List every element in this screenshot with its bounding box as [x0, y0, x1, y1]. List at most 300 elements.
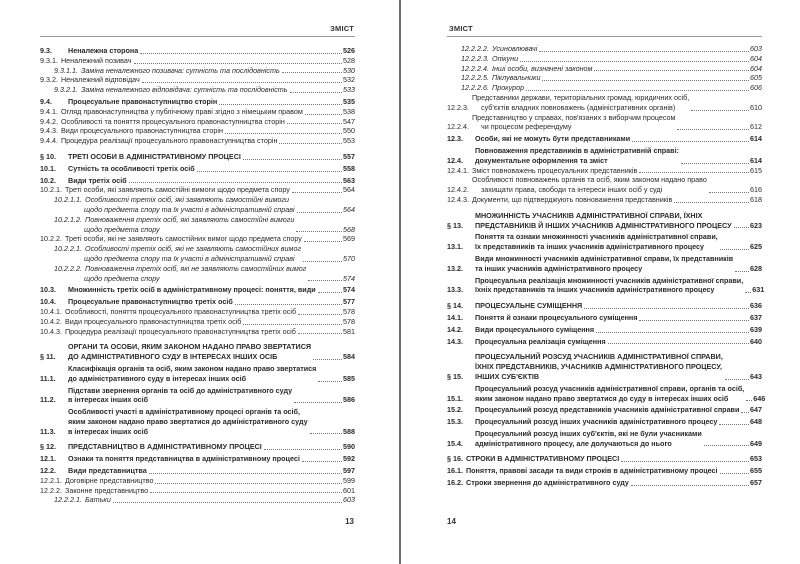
toc-entry[interactable]: [447, 232, 762, 252]
toc-list-left: [40, 44, 355, 505]
toc-entry-number: § 16.: [447, 454, 463, 464]
toc-entry[interactable]: [40, 307, 355, 317]
toc-entry-title: Документи, що підтверджують повноваження представників: [471, 194, 673, 204]
toc-entry[interactable]: [40, 46, 355, 56]
toc-entry-number: 10.2.1.: [40, 185, 62, 195]
toc-entry-title: чи процесом референдуму: [480, 122, 572, 132]
toc-entry-number: 9.3.: [40, 46, 52, 55]
toc-entry[interactable]: [40, 75, 355, 85]
toc-entry-number: 9.3.2.1.: [54, 85, 78, 95]
toc-entry-title: Поняття та ознаки множинності учасників адміністративної справи,: [475, 232, 718, 242]
toc-entry-number: 16.1.: [447, 466, 463, 476]
toc-entry[interactable]: [447, 44, 762, 54]
dot-leader: [745, 292, 751, 293]
toc-entry-number: 15.2.: [447, 405, 463, 415]
toc-entry[interactable]: [447, 429, 762, 449]
toc-entry[interactable]: [447, 254, 762, 274]
toc-entry-title: Огляд правонаступництва у публічному праві згідно з німецьким правом: [60, 106, 303, 116]
toc-entry[interactable]: [40, 215, 355, 235]
toc-entry-page: 550: [343, 126, 355, 136]
toc-entry-title: щодо предмета спору: [84, 273, 160, 283]
dot-leader: [282, 72, 342, 73]
toc-entry-title: документальне оформлення та зміст: [475, 155, 608, 165]
toc-entry-page: 637: [750, 312, 762, 322]
toc-entry-title: 10.2.1.1. Особливості третіх осіб, які заявляють самостійні вимоги: [54, 195, 290, 205]
dot-leader: [150, 492, 342, 493]
toc-entry[interactable]: [40, 117, 355, 127]
toc-entry-number: 12.2.2.4.: [461, 63, 489, 73]
toc-entry[interactable]: [40, 342, 355, 362]
toc-entry-title: адміністративного процесу, але долучаються до нього: [475, 438, 672, 448]
toc-entry-number: 12.4.2.: [447, 185, 469, 195]
dot-leader: [631, 485, 749, 486]
toc-entry-title: Види процесуального суміщення: [475, 324, 595, 334]
toc-entry-title: яким законом надано право звертатися до суду в інтересах інших осіб: [475, 393, 729, 403]
toc-entry-page: 558: [343, 163, 355, 173]
toc-entry[interactable]: [447, 454, 762, 464]
toc-entry-page: 528: [343, 55, 355, 65]
toc-entry-page: 614: [750, 134, 762, 144]
toc-entry-number: 10.2.1.2.: [54, 214, 82, 224]
toc-entry-title: Процесуальне правонаступництво третіх осіб: [68, 297, 233, 307]
toc-entry-title: ТРЕТІ ОСОБИ В АДМІНІСТРАТИВНОМУ ПРОЦЕСІ: [68, 151, 241, 161]
toc-entry-title: Класифікація органів та осіб, яким законом надано право звертатися: [68, 363, 317, 373]
toc-entry[interactable]: [447, 325, 762, 335]
toc-entry[interactable]: [40, 85, 355, 95]
toc-entry-title: 12.2.2.1. Батьки: [54, 495, 111, 505]
toc-entry[interactable]: [447, 478, 762, 488]
toc-entry-title: Процесуальний розсуд інших суб'єктів, які не були учасниками: [475, 428, 702, 438]
toc-entry[interactable]: [447, 93, 762, 113]
toc-entry-page: 535: [343, 96, 355, 106]
toc-entry[interactable]: [40, 164, 355, 174]
toc-entry[interactable]: [40, 386, 355, 406]
toc-entry-title: ЇХНІХ ПРЕДСТАВНИКІВ, УЧАСНИКІВ АДМІНІСТРАТИВНОГО ПРОЦЕСУ,: [475, 362, 723, 372]
toc-entry-number: 10.2.2.1.: [54, 244, 82, 254]
page-number-left: 13: [345, 517, 354, 526]
toc-entry-number: 10.1.: [40, 163, 56, 173]
toc-entry-number: 12.2.2.1.: [54, 495, 82, 505]
toc-entry[interactable]: [40, 285, 355, 295]
toc-entry-title: Множинність третіх осіб в адміністративному процесі: поняття, види: [68, 285, 316, 295]
toc-entry[interactable]: [40, 97, 355, 107]
toc-entry-number: 9.3.1.: [40, 55, 58, 65]
dot-leader: [142, 82, 342, 83]
toc-entry-page: 584: [343, 352, 355, 362]
toc-entry[interactable]: [447, 134, 762, 144]
toc-entry[interactable]: [40, 152, 355, 162]
toc-entry-title: Процесуальна реалізація множинності учасників адміністративної справи,: [475, 275, 744, 285]
toc-entry-page: 605: [750, 73, 762, 83]
toc-entry-page: 533: [343, 85, 355, 95]
toc-entry-number: 10.4.3.: [40, 326, 62, 336]
toc-entry-title: до адміністративного суду в інтересах інших осіб: [68, 373, 247, 383]
toc-entry-title: Неналежний відповідач: [60, 75, 140, 85]
toc-entry-number: 12.4.: [447, 155, 463, 165]
toc-entry-number: 12.2.2.6.: [461, 83, 489, 93]
dot-leader: [621, 461, 749, 462]
toc-entry-page: 581: [343, 326, 355, 336]
toc-entry-page: 631: [752, 285, 765, 295]
toc-entry-number: 14.2.: [447, 324, 463, 334]
toc-entry-page: 649: [750, 438, 762, 448]
dot-leader: [313, 359, 342, 360]
toc-entry-number: 10.2.2.: [40, 234, 62, 244]
toc-entry-number: § 11.: [40, 352, 56, 362]
toc-entry-number: 11.1.: [40, 373, 56, 383]
dot-leader: [639, 320, 749, 321]
toc-entry-title: Сутність та особливості третіх осіб: [68, 163, 195, 173]
toc-entry-title: Процесуальний розсуд учасників адміністративної справи, органів та осіб,: [475, 383, 745, 393]
dot-leader: [149, 473, 342, 474]
toc-entry[interactable]: [40, 327, 355, 337]
toc-entry[interactable]: [447, 383, 766, 404]
toc-entry[interactable]: [40, 185, 355, 195]
toc-entry-title: їх представників та інших учасників адміністративного процесу: [475, 242, 705, 252]
toc-entry-page: 564: [343, 185, 355, 195]
running-header-right: ЗМІСТ: [449, 24, 473, 33]
dot-leader: [296, 231, 342, 232]
toc-entry-number: 15.3.: [447, 417, 463, 427]
toc-entry-page: 606: [750, 83, 762, 93]
dot-leader: [539, 51, 749, 52]
toc-entry-title: 10.2.2.2. Повноваження третіх осіб, які не заявляють самостійних вимог: [54, 263, 307, 273]
toc-entry-title: 10.2.1.2. Повноваження третіх осіб, які заявляють самостійні вимоги: [54, 214, 295, 224]
toc-entry-title: щодо предмета спору та їх участі в адміністративній справі: [84, 204, 295, 214]
toc-entry-page: 564: [343, 204, 355, 214]
toc-entry-number: 12.2.: [40, 466, 56, 476]
dot-leader: [318, 381, 342, 382]
toc-entry[interactable]: [447, 175, 762, 195]
toc-entry-page: 553: [343, 136, 355, 146]
toc-entry-title: яким законом надано право звертатися до адміністративного суду: [68, 416, 308, 426]
toc-entry-page: 578: [343, 316, 355, 326]
toc-entry[interactable]: [40, 454, 355, 464]
dot-leader: [129, 182, 342, 183]
toc-entry-page: 532: [343, 75, 355, 85]
toc-entry[interactable]: [447, 275, 765, 296]
dot-leader: [140, 53, 342, 54]
dot-leader: [704, 445, 749, 446]
toc-entry-title: СТРОКИ В АДМІНІСТРАТИВНОМУ ПРОЦЕСІ: [466, 454, 620, 464]
toc-entry[interactable]: [447, 83, 762, 93]
toc-entry-number: 12.3.: [447, 134, 463, 144]
toc-entry-title: ПРЕДСТАВНИЦТВО В АДМІНІСТРАТИВНОМУ ПРОЦЕСІ: [68, 442, 262, 452]
toc-entry-number: 12.2.4.: [447, 122, 469, 132]
toc-entry-page: 585: [343, 373, 355, 383]
toc-entry-page: 601: [343, 485, 355, 495]
toc-entry-title: ІНШИХ СУБ'ЄКТІВ: [475, 371, 540, 381]
toc-entry-title: та інших учасників адміністративного процесу: [475, 263, 643, 273]
toc-entry-title: в інтересах інших осіб: [68, 426, 149, 436]
toc-entry-page: 574: [343, 273, 355, 283]
dot-leader: [681, 163, 749, 164]
toc-entry[interactable]: [40, 364, 355, 384]
toc-entry-number: § 12.: [40, 442, 56, 452]
toc-entry-title: 12.2.2.6. Прокурор: [461, 83, 525, 93]
dot-leader: [292, 192, 342, 193]
toc-entry-number: 9.4.2.: [40, 116, 58, 126]
dot-leader: [542, 80, 749, 81]
toc-entry-title: Треті особи, які не заявляють самостійних вимог щодо предмета спору: [64, 234, 302, 244]
toc-entry[interactable]: [40, 107, 355, 117]
toc-entry-number: 12.4.1.: [447, 165, 469, 175]
toc-entry-page: 570: [343, 253, 355, 263]
dot-leader: [134, 63, 343, 64]
running-header-left: ЗМІСТ: [330, 24, 354, 33]
toc-entry-title: Процесуальний розсуд представників учасників адміністративної справи: [475, 405, 740, 415]
toc-entry-title: Процедура реалізації процесуального правонаступництва третіх осіб: [64, 326, 296, 336]
toc-entry-number: 15.4.: [447, 438, 463, 448]
toc-entry-number: 10.3.: [40, 285, 56, 295]
dot-leader: [287, 123, 342, 124]
toc-entry-title: Процедура реалізації процесуального правонаступництва сторін: [60, 136, 278, 146]
dot-leader: [302, 461, 342, 462]
dot-leader: [746, 400, 752, 401]
toc-entry[interactable]: [447, 54, 762, 64]
toc-entry[interactable]: [447, 301, 762, 311]
toc-entry-number: 9.3.2.: [40, 75, 58, 85]
toc-entry-title: Особливості, поняття процесуального правонаступництва третіх осіб: [64, 306, 297, 316]
toc-entry[interactable]: [447, 313, 762, 323]
dot-leader: [298, 314, 342, 315]
toc-entry-page: 569: [343, 234, 355, 244]
toc-entry[interactable]: [40, 466, 355, 476]
toc-entry-number: § 14.: [447, 301, 463, 311]
toc-entry-number: 9.4.4.: [40, 136, 58, 146]
toc-entry[interactable]: [447, 466, 762, 476]
toc-entry-title: щодо предмета спору та їх участі в адміністративній справі: [84, 253, 295, 263]
toc-entry-page: 646: [753, 393, 766, 403]
toc-entry-page: 628: [750, 263, 762, 273]
toc-entry-number: 10.4.2.: [40, 316, 62, 326]
header-rule-left: [40, 36, 355, 37]
toc-entry-title: ОРГАНИ ТА ОСОБИ, ЯКИМ ЗАКОНОМ НАДАНО ПРАВО ЗВЕРТАТИСЯ: [68, 342, 312, 352]
toc-entry-page: 639: [750, 324, 762, 334]
toc-entry-page: 643: [750, 371, 762, 381]
dot-leader: [720, 249, 749, 250]
dot-leader: [304, 241, 342, 242]
toc-entry-title: Неналежна сторона: [68, 46, 139, 55]
toc-entry[interactable]: [40, 66, 355, 76]
toc-entry-title: Процесуальна реалізація суміщення: [475, 336, 606, 346]
toc-entry-title: 12.2.2.5. Піклувальники: [461, 73, 541, 83]
dot-leader: [720, 473, 749, 474]
toc-entry[interactable]: [40, 234, 355, 244]
toc-entry-title: МНОЖИННІСТЬ УЧАСНИКІВ АДМІНІСТРАТИВНОЇ СПРАВИ, ЇХНІХ: [475, 210, 703, 220]
toc-entry-number: 9.4.1.: [40, 106, 58, 116]
toc-entry-number: 12.2.3.: [447, 102, 469, 112]
dot-leader: [243, 324, 342, 325]
toc-entry-page: 603: [343, 495, 355, 505]
toc-entry[interactable]: [447, 405, 762, 415]
toc-entry-title: Особливості повноважень органів та осіб, яким законом надано право: [471, 175, 707, 185]
toc-entry-page: 604: [750, 53, 762, 63]
toc-entry-page: 648: [750, 417, 762, 427]
toc-entry-title: Законне представництво: [64, 485, 149, 495]
toc-entry-page: 578: [343, 306, 355, 316]
toc-entry-title: Строки звернення до адміністративного суду: [466, 478, 629, 488]
toc-entry[interactable]: [40, 244, 355, 264]
dot-leader: [741, 412, 749, 413]
toc-entry-title: ПРОЦЕСУАЛЬНЕ СУМІЩЕННЯ: [475, 301, 583, 311]
toc-entry[interactable]: [447, 337, 762, 347]
dot-leader: [197, 171, 342, 172]
page-number-right: 14: [447, 517, 456, 526]
dot-leader: [632, 141, 749, 142]
dot-leader: [225, 133, 342, 134]
toc-entry[interactable]: [40, 264, 355, 284]
dot-leader: [639, 172, 749, 173]
toc-entry-page: 616: [750, 185, 762, 195]
toc-entry-title: Ознаки та поняття представництва в адміністративному процесі: [68, 454, 300, 464]
toc-entry-number: 16.2.: [447, 478, 463, 488]
toc-entry-title: ПРОЦЕСУАЛЬНИЙ РОЗСУД УЧАСНИКІВ АДМІНІСТРАТИВНОЇ СПРАВИ,: [475, 352, 723, 362]
toc-entry[interactable]: [447, 195, 762, 205]
toc-entry-title: 12.2.2.2. Усиновлювачі: [461, 44, 538, 53]
toc-entry[interactable]: [447, 352, 762, 381]
toc-entry-title: щодо предмета спору: [84, 224, 160, 234]
toc-entry[interactable]: [40, 297, 355, 307]
toc-entry-title: Види процесуального правонаступництва третіх осіб: [64, 316, 242, 326]
toc-entry-number: § 15.: [447, 371, 463, 381]
toc-entry-page: 590: [343, 442, 355, 452]
toc-entry-number: 13.3.: [447, 285, 463, 295]
toc-entry-page: 568: [343, 224, 355, 234]
toc-entry-number: 10.2.: [40, 175, 56, 185]
toc-entry-title: Договірне представництво: [64, 475, 154, 485]
right-page: [401, 0, 800, 564]
toc-entry[interactable]: [447, 64, 762, 74]
toc-entry-title: Процесуальне правонаступництво сторін: [68, 96, 218, 106]
toc-entry-title: Зміст повноважень процесуальних представників: [471, 165, 638, 175]
toc-entry-title: 9.3.1.1. Заміна неналежного позивача: сутність та послідовність: [54, 65, 280, 75]
toc-entry-page: 530: [343, 65, 355, 75]
toc-entry-title: Особи, які не можуть бути представниками: [475, 134, 631, 144]
toc-entry-number: 12.2.2.3.: [461, 53, 489, 63]
toc-entry-number: 9.3.1.1.: [54, 65, 78, 75]
dot-leader: [113, 502, 342, 503]
toc-entry[interactable]: [40, 495, 355, 505]
dot-leader: [674, 202, 749, 203]
toc-entry-title: Види множинності учасників адміністративної справи, їх представників: [475, 253, 734, 263]
toc-entry-title: їхніх представників та інших учасників адміністративного процесу: [475, 285, 715, 295]
toc-entry-page: 599: [343, 475, 355, 485]
toc-list-right: [447, 44, 766, 488]
toc-entry[interactable]: [40, 317, 355, 327]
dot-leader: [279, 143, 342, 144]
dot-leader: [734, 227, 749, 228]
toc-entry[interactable]: [447, 73, 762, 83]
toc-entry-number: § 10.: [40, 151, 56, 161]
toc-entry-title: Види процесуального правонаступництва сторін: [60, 126, 223, 136]
toc-entry[interactable]: [40, 136, 355, 146]
toc-entry-page: 577: [343, 297, 355, 307]
toc-entry[interactable]: [40, 476, 355, 486]
dot-leader: [596, 332, 749, 333]
toc-entry-number: 11.3.: [40, 426, 56, 436]
dot-leader: [520, 61, 749, 62]
toc-entry-number: 14.1.: [447, 312, 463, 322]
toc-entry-number: 10.4.1.: [40, 306, 62, 316]
dot-leader: [735, 271, 749, 272]
toc-entry-title: 12.2.2.4. Інші особи, визначені законом: [461, 63, 593, 73]
toc-entry-page: 655: [750, 466, 762, 476]
toc-entry-page: 574: [343, 285, 355, 295]
toc-entry-page: 618: [750, 194, 762, 204]
toc-entry[interactable]: [40, 56, 355, 66]
toc-entry-title: Особливості участі в адміністративному процесі органів та осіб,: [68, 407, 300, 417]
toc-entry[interactable]: [447, 113, 762, 133]
dot-leader: [264, 449, 342, 450]
toc-entry[interactable]: [40, 176, 355, 186]
toc-entry-title: 10.2.2.1. Особливості третіх осіб, які не заявляють самостійних вимог: [54, 244, 301, 254]
dot-leader: [297, 212, 342, 213]
toc-entry-number: 15.1.: [447, 393, 463, 403]
toc-entry-title: Представники держави, територіальних громад, юридичних осіб,: [471, 92, 690, 102]
toc-entry-page: 625: [750, 242, 762, 252]
toc-entry-number: 12.1.: [40, 454, 56, 464]
toc-entry-title: Поняття, правові засади та види строків в адміністративному процесі: [466, 466, 718, 476]
toc-entry-page: 657: [750, 478, 762, 488]
toc-entry-page: 563: [343, 175, 355, 185]
toc-entry-page: 592: [343, 454, 355, 464]
toc-entry[interactable]: [447, 417, 762, 427]
dot-leader: [725, 379, 749, 380]
dot-leader: [219, 104, 342, 105]
dot-leader: [318, 292, 342, 293]
toc-entry-title: 9.3.2.1. Заміна неналежного відповідача: сутність та послідовність: [54, 85, 288, 95]
toc-entry-page: 526: [343, 46, 355, 55]
toc-entry[interactable]: [40, 442, 355, 452]
dot-leader: [294, 402, 342, 403]
toc-entry-title: 12.2.2.3. Опікуни: [461, 53, 519, 63]
dot-leader: [709, 192, 749, 193]
toc-entry-title: Види третіх осіб: [68, 175, 127, 185]
toc-entry[interactable]: [40, 126, 355, 136]
toc-entry-page: 588: [343, 426, 355, 436]
toc-entry-page: 547: [343, 116, 355, 126]
toc-entry-page: 586: [343, 395, 355, 405]
toc-entry-page: 640: [750, 336, 762, 346]
toc-entry-title: Процесуальний розсуд інших учасників адміністративного процесу: [475, 417, 718, 427]
toc-entry-number: 11.2.: [40, 395, 56, 405]
toc-entry-number: 9.4.: [40, 96, 52, 106]
toc-entry-number: 9.4.3.: [40, 126, 58, 136]
toc-entry[interactable]: [447, 166, 762, 176]
dot-leader: [608, 343, 749, 344]
dot-leader: [155, 483, 342, 484]
toc-entry-number: 10.2.1.1.: [54, 195, 82, 205]
toc-entry-page: 597: [343, 466, 355, 476]
toc-entry-number: 12.2.2.5.: [461, 73, 489, 83]
dot-leader: [308, 280, 342, 281]
toc-entry-page: 610: [750, 102, 762, 112]
toc-entry-number: 12.2.2.2.: [461, 44, 489, 53]
toc-entry[interactable]: [40, 486, 355, 496]
header-rule-right: [447, 36, 762, 37]
toc-entry-number: 12.2.1.: [40, 475, 62, 485]
toc-entry-page: 538: [343, 106, 355, 116]
toc-entry[interactable]: [447, 146, 762, 166]
toc-entry[interactable]: [40, 195, 355, 215]
dot-leader: [677, 129, 749, 130]
dot-leader: [310, 433, 342, 434]
toc-entry[interactable]: [40, 407, 355, 436]
toc-entry[interactable]: [447, 211, 762, 231]
toc-entry-title: ПРЕДСТАВНИКІВ Й ІНШИХ УЧАСНИКІВ АДМІНІСТРАТИВНОГО ПРОЦЕСУ: [475, 220, 732, 230]
toc-entry-title: Повноваження представників в адміністративній справі:: [475, 145, 679, 155]
